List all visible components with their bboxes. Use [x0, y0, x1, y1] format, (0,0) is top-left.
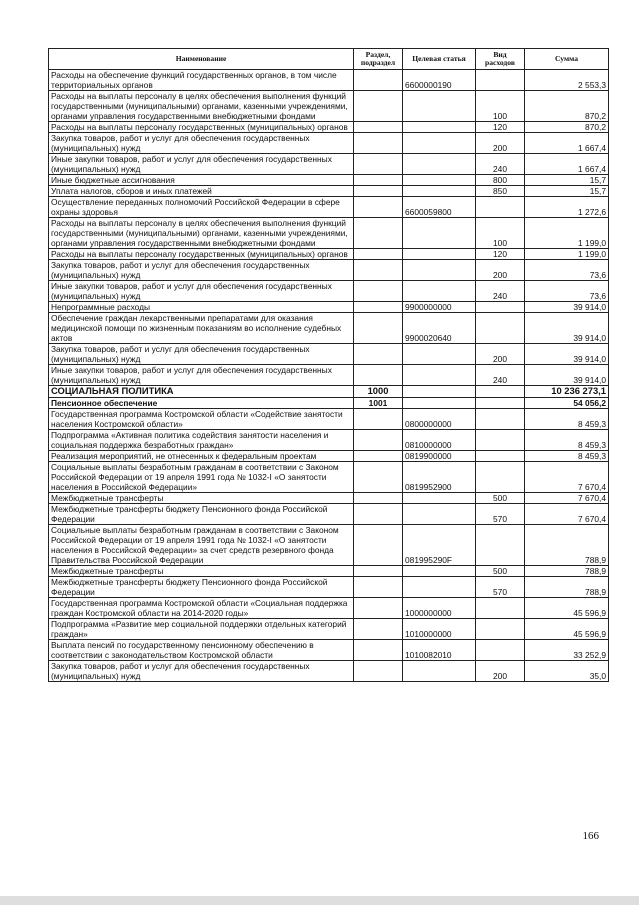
- cell-type: 200: [476, 344, 525, 365]
- cell-name: Осуществление переданных полномочий Российской Федерации в сфере охраны здоровья: [49, 197, 354, 218]
- header-sum: Сумма: [525, 49, 609, 70]
- cell-section: [354, 302, 403, 313]
- table-row: [49, 281, 609, 302]
- cell-type: 800: [476, 175, 525, 186]
- cell-sum: 39 914,0: [525, 313, 609, 344]
- cell-type: 570: [476, 503, 525, 524]
- cell-sum: 33 252,9: [525, 639, 609, 660]
- cell-sum: 7 670,4: [525, 503, 609, 524]
- cell-name: Расходы на выплаты персоналу в целях обеспечения выполнения функций государственными (муниципальными) органами, казенными учреждениями, органами управления государственными внебюджетными фондами: [49, 91, 354, 122]
- table-row: [49, 302, 609, 313]
- cell-type: [476, 618, 525, 639]
- cell-sum: 73,6: [525, 281, 609, 302]
- cell-name: Закупка товаров, работ и услуг для обеспечения государственных (муниципальных) нужд: [49, 660, 354, 681]
- cell-article: [403, 344, 476, 365]
- cell-article: 081995290F: [403, 524, 476, 565]
- cell-section: [354, 492, 403, 503]
- cell-article: [403, 91, 476, 122]
- cell-name: Пенсионное обеспечение: [49, 397, 354, 408]
- table-row: [49, 397, 609, 408]
- cell-type: 100: [476, 91, 525, 122]
- cell-type: 120: [476, 249, 525, 260]
- cell-name: Расходы на обеспечение функций государственных органов, в том числе территориальных органов: [49, 70, 354, 91]
- cell-name: СОЦИАЛЬНАЯ ПОЛИТИКА: [49, 386, 354, 398]
- cell-section: [354, 408, 403, 429]
- cell-article: [403, 565, 476, 576]
- table-row: [49, 597, 609, 618]
- cell-sum: 788,9: [525, 565, 609, 576]
- cell-name: Расходы на выплаты персоналу в целях обеспечения выполнения функций государственными (муниципальными) органами, казенными учреждениями, органами управления государственными внебюджетными фондами: [49, 218, 354, 249]
- cell-name: Межбюджетные трансферты бюджету Пенсионного фонда Российской Федерации: [49, 503, 354, 524]
- cell-article: [403, 133, 476, 154]
- cell-section: [354, 313, 403, 344]
- cell-article: [403, 365, 476, 386]
- cell-section: [354, 660, 403, 681]
- cell-article: 0819952900: [403, 461, 476, 492]
- cell-section: [354, 186, 403, 197]
- cell-name: Государственная программа Костромской области «Социальная поддержка граждан Костромской области на 2014-2020 годы»: [49, 597, 354, 618]
- budget-table: [48, 48, 609, 682]
- cell-section: [354, 197, 403, 218]
- cell-sum: 35,0: [525, 660, 609, 681]
- table-row: [49, 122, 609, 133]
- cell-type: 200: [476, 133, 525, 154]
- cell-type: 570: [476, 576, 525, 597]
- table-row: [49, 91, 609, 122]
- cell-type: [476, 397, 525, 408]
- cell-name: Межбюджетные трансферты бюджету Пенсионного фонда Российской Федерации: [49, 576, 354, 597]
- cell-type: [476, 302, 525, 313]
- cell-name: Подпрограмма «Развитие мер социальной поддержки отдельных категорий граждан»: [49, 618, 354, 639]
- header-section: Раздел, подраздел: [354, 49, 403, 70]
- cell-type: [476, 70, 525, 91]
- cell-sum: 7 670,4: [525, 492, 609, 503]
- cell-name: Выплата пенсий по государственному пенсионному обеспечению в соответствии с законодательством Костромской области: [49, 639, 354, 660]
- cell-type: [476, 313, 525, 344]
- cell-section: [354, 154, 403, 175]
- cell-article: [403, 122, 476, 133]
- cell-type: 120: [476, 122, 525, 133]
- cell-article: [403, 576, 476, 597]
- cell-sum: 2 553,3: [525, 70, 609, 91]
- header-name: Наименование: [49, 49, 354, 70]
- cell-sum: 8 459,3: [525, 450, 609, 461]
- cell-type: [476, 386, 525, 398]
- table-row: [49, 461, 609, 492]
- cell-section: [354, 565, 403, 576]
- cell-sum: 73,6: [525, 260, 609, 281]
- cell-type: [476, 429, 525, 450]
- cell-article: [403, 260, 476, 281]
- cell-section: 1001: [354, 397, 403, 408]
- cell-article: [403, 281, 476, 302]
- cell-article: [403, 660, 476, 681]
- cell-name: Непрограммные расходы: [49, 302, 354, 313]
- cell-sum: 1 199,0: [525, 218, 609, 249]
- cell-type: 200: [476, 260, 525, 281]
- cell-sum: 788,9: [525, 576, 609, 597]
- cell-type: [476, 408, 525, 429]
- cell-section: [354, 524, 403, 565]
- cell-name: Иные закупки товаров, работ и услуг для обеспечения государственных (муниципальных) нужд: [49, 154, 354, 175]
- table-row: [49, 618, 609, 639]
- cell-section: [354, 461, 403, 492]
- cell-name: Закупка товаров, работ и услуг для обеспечения государственных (муниципальных) нужд: [49, 133, 354, 154]
- table-row: [49, 429, 609, 450]
- table-row: [49, 492, 609, 503]
- table-body: [49, 70, 609, 682]
- cell-sum: 8 459,3: [525, 408, 609, 429]
- cell-type: 850: [476, 186, 525, 197]
- cell-article: 9900020640: [403, 313, 476, 344]
- table-row: [49, 133, 609, 154]
- cell-section: [354, 503, 403, 524]
- table-row: [49, 365, 609, 386]
- table-row: [49, 408, 609, 429]
- cell-sum: 54 056,2: [525, 397, 609, 408]
- cell-section: [354, 122, 403, 133]
- cell-article: 9900000000: [403, 302, 476, 313]
- cell-name: Закупка товаров, работ и услуг для обеспечения государственных (муниципальных) нужд: [49, 260, 354, 281]
- table-row: [49, 197, 609, 218]
- table-row: [49, 565, 609, 576]
- cell-type: [476, 639, 525, 660]
- cell-section: [354, 344, 403, 365]
- cell-article: [403, 249, 476, 260]
- table-row: [49, 639, 609, 660]
- cell-name: Расходы на выплаты персоналу государственных (муниципальных) органов: [49, 122, 354, 133]
- cell-name: Уплата налогов, сборов и иных платежей: [49, 186, 354, 197]
- cell-type: [476, 197, 525, 218]
- cell-sum: 870,2: [525, 91, 609, 122]
- cell-article: [403, 386, 476, 398]
- page-number: 166: [582, 830, 599, 842]
- cell-article: 0819900000: [403, 450, 476, 461]
- table-row: [49, 450, 609, 461]
- cell-section: [354, 597, 403, 618]
- cell-type: 240: [476, 281, 525, 302]
- cell-sum: 1 667,4: [525, 154, 609, 175]
- cell-article: 1000000000: [403, 597, 476, 618]
- cell-name: Расходы на выплаты персоналу государственных (муниципальных) органов: [49, 249, 354, 260]
- cell-section: [354, 429, 403, 450]
- cell-name: Иные бюджетные ассигнования: [49, 175, 354, 186]
- cell-name: Межбюджетные трансферты: [49, 492, 354, 503]
- cell-type: 500: [476, 565, 525, 576]
- table-row: [49, 344, 609, 365]
- cell-sum: 1 199,0: [525, 249, 609, 260]
- table-row: [49, 260, 609, 281]
- cell-type: [476, 524, 525, 565]
- cell-type: [476, 450, 525, 461]
- cell-section: [354, 639, 403, 660]
- table-row: [49, 386, 609, 398]
- cell-sum: 39 914,0: [525, 365, 609, 386]
- cell-name: Межбюджетные трансферты: [49, 565, 354, 576]
- header-article: Целевая статья: [403, 49, 476, 70]
- cell-article: 1010082010: [403, 639, 476, 660]
- cell-name: Закупка товаров, работ и услуг для обеспечения государственных (муниципальных) нужд: [49, 344, 354, 365]
- cell-sum: 15,7: [525, 175, 609, 186]
- cell-article: 6600059800: [403, 197, 476, 218]
- cell-section: [354, 91, 403, 122]
- cell-name: Иные закупки товаров, работ и услуг для обеспечения государственных (муниципальных) нужд: [49, 281, 354, 302]
- cell-type: [476, 597, 525, 618]
- cell-article: [403, 492, 476, 503]
- cell-name: Иные закупки товаров, работ и услуг для обеспечения государственных (муниципальных) нужд: [49, 365, 354, 386]
- table-row: [49, 660, 609, 681]
- cell-name: Социальные выплаты безработным гражданам в соответствии с Законом Российской Федерации от 19 апреля 1991 года № 1032-I «О занятости населения в Российской Федерации»: [49, 461, 354, 492]
- cell-article: [403, 503, 476, 524]
- cell-sum: 7 670,4: [525, 461, 609, 492]
- table-row: [49, 186, 609, 197]
- cell-section: 1000: [354, 386, 403, 398]
- cell-sum: 45 596,9: [525, 597, 609, 618]
- cell-sum: 788,9: [525, 524, 609, 565]
- cell-article: 6600000190: [403, 70, 476, 91]
- cell-section: [354, 450, 403, 461]
- cell-sum: 10 236 273,1: [525, 386, 609, 398]
- cell-section: [354, 365, 403, 386]
- cell-sum: 15,7: [525, 186, 609, 197]
- cell-sum: 39 914,0: [525, 302, 609, 313]
- cell-sum: 39 914,0: [525, 344, 609, 365]
- table-row: [49, 249, 609, 260]
- cell-type: 240: [476, 365, 525, 386]
- header-type: Вид расходов: [476, 49, 525, 70]
- table-row: [49, 175, 609, 186]
- cell-article: [403, 186, 476, 197]
- cell-name: Реализация мероприятий, не отнесенных к федеральным проектам: [49, 450, 354, 461]
- cell-name: Подпрограмма «Активная политика содействия занятости населения и социальная поддержка безработных граждан»: [49, 429, 354, 450]
- table-header-row: [49, 49, 609, 70]
- cell-section: [354, 249, 403, 260]
- cell-name: Обеспечение граждан лекарственными препаратами для оказания медицинской помощи по жизненным показаниям во исполнение судебных актов: [49, 313, 354, 344]
- cell-article: 1010000000: [403, 618, 476, 639]
- cell-section: [354, 260, 403, 281]
- cell-name: Государственная программа Костромской области «Содействие занятости населения Костромской области»: [49, 408, 354, 429]
- cell-section: [354, 133, 403, 154]
- cell-type: 100: [476, 218, 525, 249]
- cell-sum: 8 459,3: [525, 429, 609, 450]
- cell-article: [403, 218, 476, 249]
- table-row: [49, 503, 609, 524]
- cell-sum: 1 272,6: [525, 197, 609, 218]
- table-row: [49, 218, 609, 249]
- cell-type: 500: [476, 492, 525, 503]
- cell-article: [403, 154, 476, 175]
- cell-article: 0810000000: [403, 429, 476, 450]
- cell-section: [354, 70, 403, 91]
- cell-type: [476, 461, 525, 492]
- cell-name: Социальные выплаты безработным гражданам в соответствии с Законом Российской Федерации от 19 апреля 1991 года № 1032-I «О занятости населения в Российской Федерации» за счет средств резервного фонда Правительства Российской Федерации: [49, 524, 354, 565]
- cell-section: [354, 576, 403, 597]
- cell-sum: 45 596,9: [525, 618, 609, 639]
- cell-section: [354, 218, 403, 249]
- table-row: [49, 313, 609, 344]
- cell-section: [354, 618, 403, 639]
- cell-type: 200: [476, 660, 525, 681]
- table-row: [49, 70, 609, 91]
- scan-bottom-edge: [0, 896, 639, 905]
- cell-section: [354, 281, 403, 302]
- cell-sum: 870,2: [525, 122, 609, 133]
- table-row: [49, 524, 609, 565]
- cell-sum: 1 667,4: [525, 133, 609, 154]
- cell-article: [403, 175, 476, 186]
- cell-type: 240: [476, 154, 525, 175]
- table-row: [49, 154, 609, 175]
- cell-section: [354, 175, 403, 186]
- cell-article: 0800000000: [403, 408, 476, 429]
- cell-article: [403, 397, 476, 408]
- table-row: [49, 576, 609, 597]
